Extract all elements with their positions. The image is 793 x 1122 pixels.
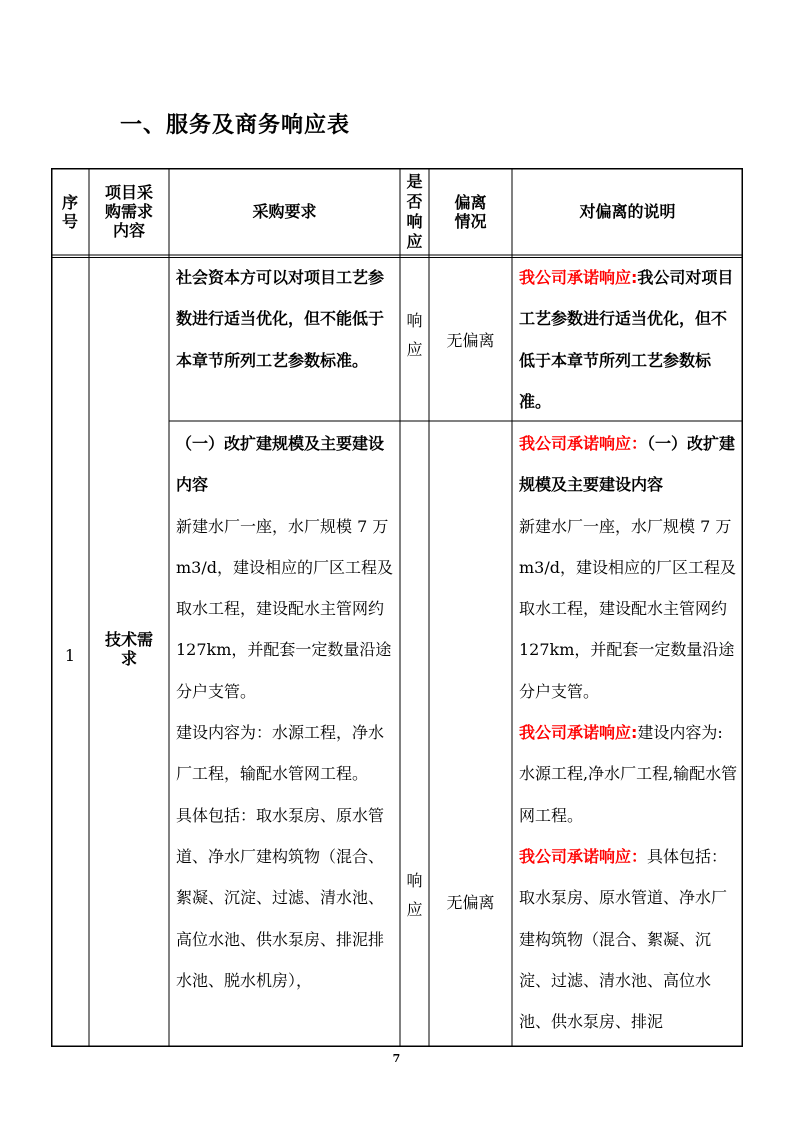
sub2-req-paragraph: 建设内容为：水源工程，净水厂工程，输配水管网工程。 [176, 723, 385, 784]
header-requirement-text: 采购要求 [252, 202, 317, 221]
header-response-line: 是 [406, 171, 423, 191]
header-requirement [169, 168, 400, 255]
sub2-commit-label: 我公司承诺响应： [519, 434, 648, 453]
sub1-response [400, 310, 429, 361]
header-deviation [429, 168, 512, 255]
page-title: 一、服务及商务响应表 [120, 113, 351, 138]
sub2-exp-heading: （一）改扩建规模及主要建设内容 [519, 434, 736, 495]
header-no-line: 序 [61, 192, 78, 212]
header-item-line: 购需求 [104, 202, 153, 221]
sub2-response-line: 响 [406, 871, 423, 890]
sub1-explanation-text: 我公司对项目工艺参数进行适当优化，但不低于本章节所列工艺参数标准。 [519, 268, 734, 411]
header-deviation-line: 情况 [454, 211, 487, 231]
sub2-response-line: 应 [406, 900, 423, 919]
sub2-response [400, 870, 429, 921]
header-item-line: 项目采 [104, 183, 153, 202]
sub2-req-heading: （一）改扩建规模及主要建设内容 [176, 434, 385, 495]
row-item-line: 技术需 [104, 630, 153, 649]
header-explanation-text: 对偏离的说明 [579, 202, 676, 221]
sub1-requirement: 社会资本方可以对项目工艺参数进行适当优化，但不能低于本章节所列工艺参数标准。 [176, 268, 385, 370]
row-item [89, 630, 169, 668]
header-response [400, 168, 429, 255]
sub1-response-line: 应 [406, 340, 423, 359]
row-number: 1 [64, 646, 76, 665]
sub2-exp-paragraph: 具体包括：取水泵房、原水管道、净水厂建构筑物（混合、絮凝、沉淀、过滤、清水池、高位水池、供水泵房、排泥 [519, 846, 728, 1032]
header-explanation [512, 168, 743, 255]
sub2-req-paragraph: 新建水厂一座，水厂规模 7 万 m3/d，建设相应的厂区工程及取水工程，建设配水主管网约 127km，并配套一定数量沿途分户支管。 [176, 516, 393, 701]
header-response-line: 否 [406, 191, 423, 211]
sub2-commit-label: 我公司承诺响应: [519, 723, 638, 743]
page-number: 7 [392, 1052, 401, 1065]
sub2-explanation [512, 423, 743, 1042]
sub1-response-line: 响 [406, 311, 423, 330]
sub1-deviation: 无偏离 [446, 331, 495, 350]
sub2-exp-paragraph: 建设内容为:水源工程,净水厂工程,输配水管网工程。 [519, 723, 738, 825]
header-response-line: 响 [406, 211, 423, 231]
header-item [89, 168, 169, 255]
header-item-line: 内容 [112, 221, 145, 240]
response-table [51, 168, 743, 1047]
sub2-exp-paragraph: 新建水厂一座，水厂规模 7 万 m3/d，建设相应的厂区工程及取水工程，建设配水主管网约 127km，并配套一定数量沿途分户支管。 [519, 516, 736, 701]
sub2-requirement [169, 423, 400, 1001]
sub2-deviation: 无偏离 [446, 893, 495, 912]
header-no-line: 号 [61, 211, 78, 231]
header-response-line: 应 [406, 231, 423, 251]
sub2-req-paragraph: 具体包括：取水泵房、原水管道、净水厂建构筑物（混合、絮凝、沉淀、过滤、清水池、高位水池、供水泵房、排泥排水池、脱水机房）， [176, 805, 385, 990]
header-no [51, 168, 89, 255]
sub1-commit-label: 我公司承诺响应: [519, 268, 638, 287]
sub1-explanation [512, 257, 743, 422]
sub2-commit-label: 我公司承诺响应： [519, 846, 648, 866]
row-item-line: 求 [120, 649, 137, 668]
header-deviation-line: 偏离 [454, 192, 487, 212]
